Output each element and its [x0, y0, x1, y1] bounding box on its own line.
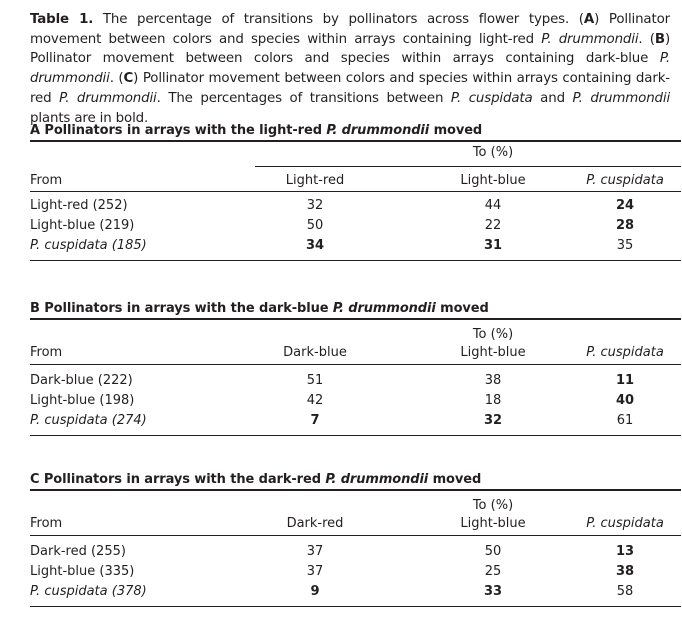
caption-species: P. drummondii	[572, 90, 671, 106]
column-header: Light-blue	[460, 345, 526, 360]
table-row	[30, 237, 681, 257]
table-cell: 24	[615, 198, 635, 213]
table-cell: 37	[306, 564, 324, 579]
caption-text: ) Pollinator movement between colors and species within arrays containing dark-red	[30, 71, 670, 106]
column-header: P. cuspidata	[586, 345, 664, 360]
column-header: Light-blue	[460, 173, 526, 188]
column-header-row	[30, 320, 681, 364]
table-cell: 31	[483, 238, 503, 253]
table-section-a	[30, 122, 681, 261]
caption-text: ) Pollinator movement between colors and species within arrays containing light-red	[30, 12, 670, 47]
column-header-row	[30, 167, 681, 191]
column-header-row	[30, 491, 681, 535]
caption-species: P. drummondii	[59, 90, 157, 106]
column-header: P. cuspidata	[586, 173, 664, 188]
table-row	[30, 543, 681, 563]
section-title-species: P. drummondii	[325, 472, 429, 487]
section-title-text: B Pollinators in arrays with the dark-blue	[30, 301, 333, 316]
caption-species: P. drummondii	[30, 51, 670, 87]
caption-text: . (	[638, 31, 655, 47]
section-title-text: C Pollinators in arrays with the dark-red	[30, 472, 326, 487]
row-label: Dark-blue (222)	[30, 373, 133, 388]
table-row	[30, 412, 681, 432]
table-cell: 32	[306, 198, 324, 213]
section-title-text: moved	[435, 301, 489, 316]
table-row	[30, 563, 681, 583]
from-header: From	[30, 345, 63, 360]
caption-text: and	[532, 90, 573, 106]
section-title-species: P. drummondii	[326, 123, 430, 138]
bottom-rule	[30, 435, 681, 436]
table-cell: 28	[615, 218, 635, 233]
table-cell: 58	[616, 584, 634, 599]
caption-text: . The percentages of transitions between	[156, 90, 451, 106]
row-label: Light-blue (219)	[30, 218, 135, 233]
section-title-text: A Pollinators in arrays with the light-red	[30, 123, 327, 138]
table-cell: 42	[306, 393, 324, 408]
table-cell: 38	[484, 373, 502, 388]
table-cell: 18	[484, 393, 502, 408]
table-row	[30, 583, 681, 603]
table-cell: 13	[615, 544, 635, 559]
table-caption	[30, 10, 670, 128]
caption-text: . (	[109, 71, 124, 87]
caption-text: The percentage of transitions by pollinators across flower types. (	[93, 12, 584, 27]
table-cell: 33	[483, 584, 503, 599]
column-header: Dark-red	[286, 516, 344, 531]
caption-text: plants are in bold.	[30, 110, 149, 126]
column-header: Dark-blue	[283, 345, 347, 360]
table-row	[30, 197, 681, 217]
section-title	[30, 471, 681, 489]
row-label: P. cuspidata (378)	[30, 584, 147, 599]
table-cell: 35	[616, 238, 634, 253]
section-title	[30, 122, 681, 140]
table-section-b	[30, 300, 681, 436]
column-header: Light-blue	[460, 516, 526, 531]
bottom-rule	[30, 260, 681, 261]
table-cell: 25	[484, 564, 502, 579]
row-label: Light-blue (335)	[30, 564, 135, 579]
table-row	[30, 392, 681, 412]
column-header: Light-red	[285, 173, 345, 188]
to-label: To (%)	[472, 145, 514, 160]
bottom-rule	[30, 606, 681, 607]
caption-text: ) Pollinator movement between colors and species within arrays containing dark-blue	[30, 31, 671, 67]
caption-species: P. cuspidata	[450, 90, 533, 106]
table-row	[30, 372, 681, 392]
to-header-row	[30, 142, 681, 166]
table-cell: 40	[615, 393, 635, 408]
table-cell: 50	[484, 544, 502, 559]
column-header: P. cuspidata	[586, 516, 664, 531]
table-cell: 38	[615, 564, 635, 579]
row-label: Light-red (252)	[30, 198, 128, 213]
row-label: P. cuspidata (274)	[30, 413, 147, 428]
caption-part-c: C	[123, 71, 134, 87]
table-cell: 22	[484, 218, 502, 233]
table-section-c	[30, 471, 681, 607]
section-title-text: moved	[428, 472, 482, 487]
table-cell: 32	[483, 413, 503, 428]
table-cell: 7	[310, 413, 320, 428]
row-label: Dark-red (255)	[30, 544, 126, 559]
section-title	[30, 300, 681, 318]
table-cell: 50	[306, 218, 324, 233]
from-header: From	[30, 516, 63, 531]
section-title-text: moved	[429, 123, 483, 138]
row-label: P. cuspidata (185)	[30, 238, 147, 253]
caption-part-b: B	[654, 31, 665, 47]
caption-species: P. drummondii	[541, 31, 639, 47]
section-title-species: P. drummondii	[332, 301, 436, 316]
to-label: To (%)	[472, 498, 514, 513]
table-cell: 51	[306, 373, 324, 388]
table-cell: 34	[305, 238, 325, 253]
caption-label: Table 1.	[30, 12, 94, 27]
from-header: From	[30, 173, 63, 188]
table-cell: 11	[615, 373, 635, 388]
table-cell: 9	[310, 584, 320, 599]
table-cell: 37	[306, 544, 324, 559]
table-cell: 44	[484, 198, 502, 213]
table-cell: 61	[616, 413, 634, 428]
row-label: Light-blue (198)	[30, 393, 135, 408]
to-label: To (%)	[472, 327, 514, 342]
table-row	[30, 217, 681, 237]
caption-part-a: A	[583, 12, 595, 27]
